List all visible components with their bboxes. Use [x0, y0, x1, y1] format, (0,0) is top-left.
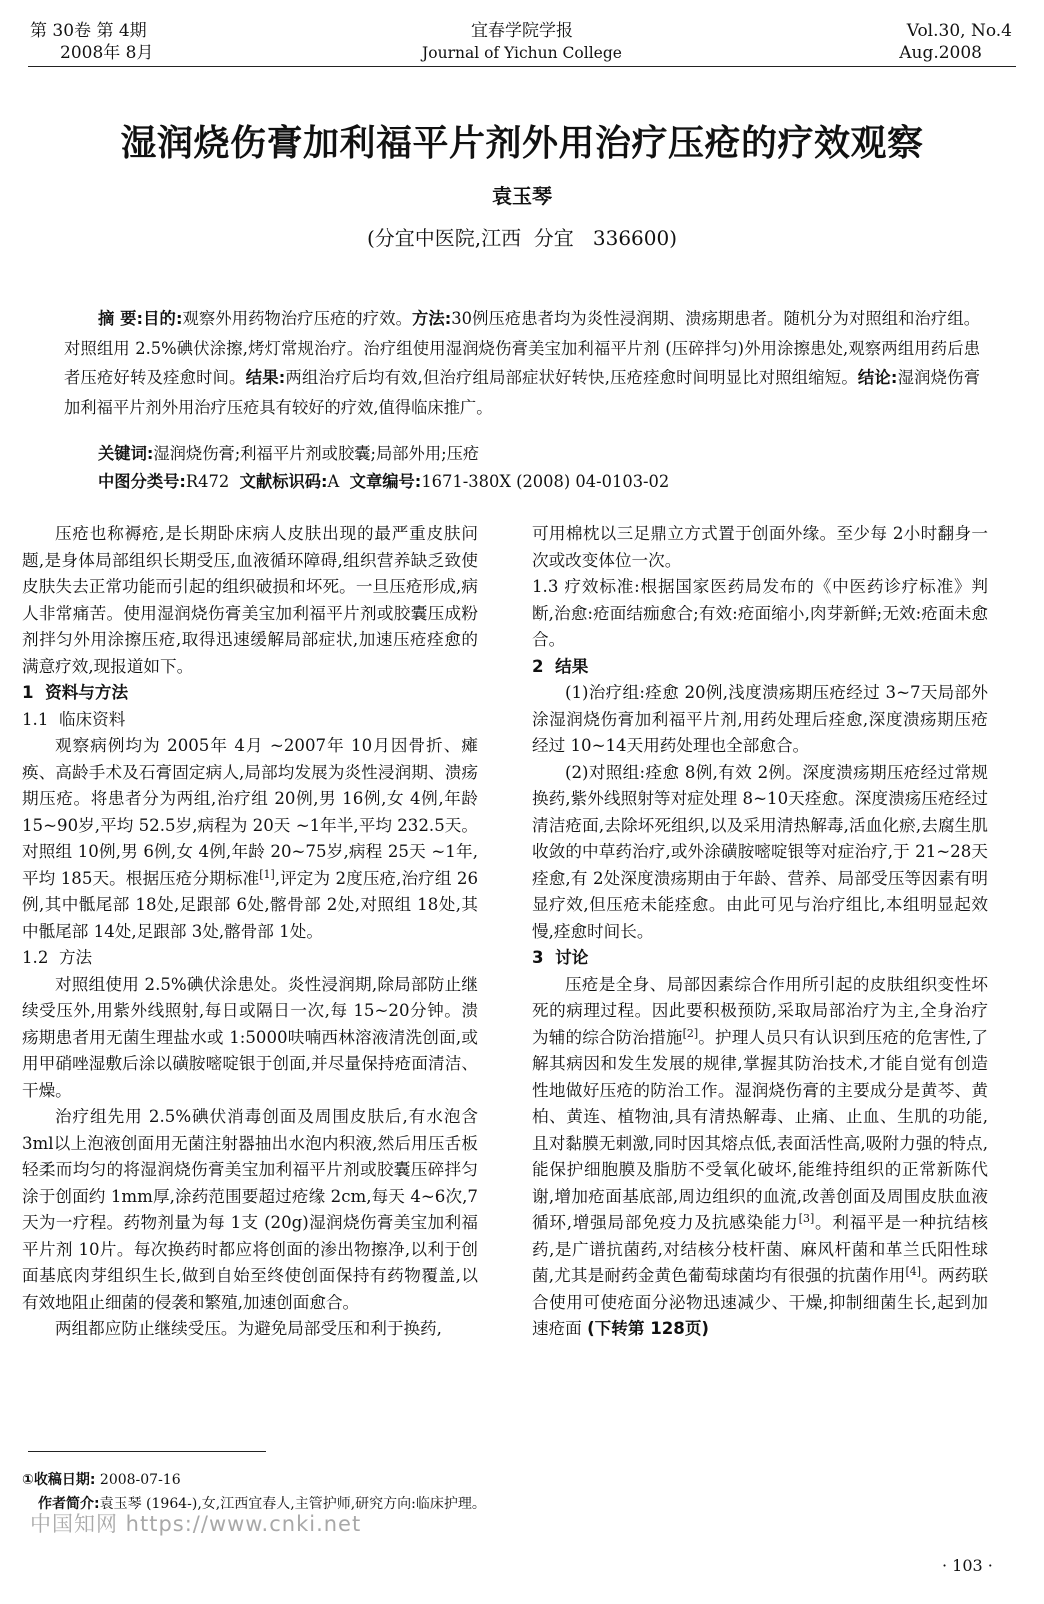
section-3-heading: 3 讨论 — [532, 948, 589, 967]
article-number-label: 文章编号: — [349, 472, 422, 491]
author-bio-label: 作者简介: — [38, 1496, 100, 1512]
doc-code-value: A — [327, 472, 340, 491]
keywords-text: 湿润烧伤膏;利福平片剂或胶囊;局部外用;压疮 — [153, 444, 480, 463]
paper-author: 袁玉琴 — [492, 184, 552, 208]
received-date: 2008-07-16 — [99, 1472, 181, 1488]
journal-issue-cn: 第 30卷 第 4期 — [30, 21, 147, 41]
abstract-objective: 观察外用药物治疗压疮的疗效。 — [182, 309, 412, 328]
intro-paragraph: 压疮也称褥疮,是长期卧床病人皮肤出现的最严重皮肤问题,是身体局部组织长期受压,血液循环障碍,组织营养缺乏致使皮肤失去正常功能而引起的组织破损和坏死。一旦压疮形成,病人非常痛苦。使用湿润烧伤膏美宝加利福平片剂或胶囊压成粉剂拌匀外用涂擦压疮,取得迅速缓解局部症状,加速压疮痊愈的满意疗效,现报道如下。 — [22, 524, 478, 676]
citation-ref-3: [3] — [798, 1212, 815, 1225]
body-right-column — [532, 521, 988, 1343]
abstract-objective-label: 目的: — [143, 309, 183, 328]
section-1-3-heading: 1.3 — [532, 577, 559, 596]
journal-name-cn: 宜春学院学报 — [471, 21, 573, 41]
doc-code-label: 文献标识码: — [239, 472, 328, 491]
discussion-text-b: 。护理人员只有认识到压疮的危害性,了解其病因和发生发展的规律,掌握其防治技术,才能自觉有创造性地做好压疮的防治工作。湿润烧伤膏的主要成分是黄芩、黄柏、黄连、植物油,具有清热解毒、止痛、止血、生肌的功能,且对黏膜无刺激,同时因其熔点低,表面活性高,吸附力强的特点,能保护细胞膜及脂肪不受氧化破坏,能维持组织的正常新陈代谢,增加疮面基底部,周边组织的血流,改善创面及周围皮肤血液循环,增强局部免疫力及抗感染能力 — [532, 1027, 988, 1232]
discussion-text-c: 。利福平是一种抗结核药,是广谱抗菌药,对结核分枝杆菌、麻风杆菌和革兰氏阳性球菌,尤其是耐药金黄色葡萄球菌均有很强的抗菌作用 — [532, 1213, 989, 1285]
cnki-watermark: 中国知网 https://www.cnki.net — [30, 1512, 362, 1536]
author-affiliation: (分宜中医院,江西 分宜 336600) — [366, 226, 678, 250]
clc-label: 中图分类号: — [98, 472, 186, 491]
section-2-heading: 2 结果 — [532, 656, 589, 676]
journal-name-en: Journal of Yichun College — [422, 44, 622, 62]
header-rule — [28, 66, 1016, 67]
journal-date-en: Aug.2008 — [899, 43, 982, 63]
paper-title: 湿润烧伤膏加利福平片剂外用治疗压疮的疗效观察 — [120, 122, 924, 164]
footnote-rule — [28, 1451, 266, 1452]
section-1-1-heading: 1.1 临床资料 — [22, 709, 126, 729]
clc-value: R472 — [185, 472, 230, 491]
abstract-conclusion-label: 结论: — [857, 368, 898, 387]
keywords — [98, 440, 978, 468]
keywords-label: 关键词: — [98, 444, 154, 463]
citation-ref-2: [2] — [682, 1026, 699, 1040]
abstract-conclusion: 湿润烧伤膏加利福平片剂外用治疗压疮具有较好的疗效,值得临床推广。 — [64, 368, 980, 417]
section-1-heading: 1 资料与方法 — [22, 683, 129, 702]
discussion-paragraph — [532, 972, 988, 1343]
abstract-methods-label: 方法: — [411, 309, 452, 328]
results-control-paragraph: (2)对照组:痊愈 8例,有效 2例。深度溃疡期压疮经过常规换药,紫外线照射等对症处理 8~10天痊愈。深度溃疡压疮经过清洁疮面,去除坏死组织,以及采用清热解毒,活血化瘀,去腐生肌收敛的中草药治疗,或外涂磺胺嘧啶银等对症治疗,于 21~28天痊愈,有 2处深度溃疡期由于年龄、营养、局部受压等因素有明显疗效,但压疮未能痊愈。由此可见与治疗组比,本组明显起效慢,痊愈时间长。 — [532, 762, 988, 941]
article-number-value: 1671-380X (2008) 04-0103-02 — [421, 472, 670, 491]
method-control-paragraph: 对照组使用 2.5%碘伏涂患处。炎性浸润期,除局部防止继续受压外,用紫外线照射,每日或隔日一次,每 15~20分钟。溃疡期患者用无菌生理盐水或 1:5000呋喃西林溶液清洗创面,或用甲硝唑湿敷后涂以磺胺嘧啶银于创面,并尽量保持疮面清洁、干燥。 — [22, 974, 478, 1100]
clinical-data-text-b: ,评定为 2度压疮,治疗组 26例,其中骶尾部 18处,足跟部 6处,髂骨部 2处,对照组 18处,其中骶尾部 14处,足跟部 3处,髂骨部 1处。 — [22, 868, 478, 941]
abstract-results: 两组治疗后均有效,但治疗组局部症状好转快,压疮痊愈时间明显比对照组缩短。 — [285, 368, 858, 387]
body-left-column — [22, 521, 478, 1343]
section-1-2-heading: 1.2 方法 — [22, 948, 93, 967]
page-number: · 103 · — [942, 1556, 993, 1575]
journal-date-cn: 2008年 8月 — [60, 43, 154, 63]
abstract — [64, 304, 980, 422]
author-bio-text: 袁玉琴 (1964-),女,江西宜春人,主管护师,研究方向:临床护理。 — [99, 1496, 486, 1512]
citation-ref-4: [4] — [905, 1265, 922, 1278]
results-treatment-paragraph: (1)治疗组:痊愈 20例,浅度溃疡期压疮经过 3~7天局部外涂湿润烧伤膏加利福平片剂,用药处理后痊愈,深度溃疡期压疮经过 10~14天用药处理也全部愈合。 — [532, 683, 988, 755]
continued-note: (下转第 128页) — [587, 1319, 710, 1338]
discussion-text-a: 压疮是全身、局部因素综合作用所引起的皮肤组织变性坏死的病理过程。因此要积极预防,采取局部治疗为主,全身治疗为辅的综合防治措施 — [532, 974, 988, 1047]
method-common-paragraph-end: 可用棉枕以三足鼎立方式置于创面外缘。至少每 2小时翻身一次或改变体位一次。 — [532, 524, 988, 570]
citation-ref-1: [1] — [259, 867, 275, 881]
method-common-paragraph-start: 两组都应防止继续受压。为避免局部受压和利于换药, — [55, 1319, 442, 1338]
method-treatment-paragraph: 治疗组先用 2.5%碘伏消毒创面及周围皮肤后,有水泡含 3ml以上泡液创面用无菌注射器抽出水泡内积液,然后用压舌板轻柔而均匀的将湿润烧伤膏美宝加利福平片剂或胶囊压碎拌匀涂于创面约 1mm厚,涂药范围要超过疮缘 2cm,每天 4~6次,7天为一疗程。药物剂量为每 1支 (20g)湿润烧伤膏美宝加利福平片剂 10片。每次换药时都应将创面的渗出物擦净,以利于创面基底肉芽组织生长,做到自始至终使创面保持有药物覆盖,以有效地阻止细菌的侵袭和繁殖,加速创面愈合。 — [22, 1107, 478, 1312]
journal-volume-en: Vol.30, No.4 — [906, 21, 1012, 41]
classification-line — [98, 468, 978, 496]
abstract-results-label: 结果: — [245, 368, 286, 387]
abstract-label: 摘 要: — [98, 309, 144, 328]
section-1-3-paragraph — [532, 574, 988, 654]
clinical-data-paragraph — [22, 733, 478, 945]
efficacy-criteria-text: 疗效标准:根据国家医药局发布的《中医药诊疗标准》判断,治愈:疮面结痂愈合;有效:疮面缩小,肉芽新鲜;无效:疮面未愈合。 — [532, 577, 989, 649]
received-label: ①收稿日期: — [22, 1472, 96, 1488]
footnote-received — [22, 1470, 1002, 1490]
clinical-data-text-a: 观察病例均为 2005年 4月 ~2007年 10月因骨折、瘫痪、高龄手术及石膏固定病人,局部均发展为炎性浸润期、溃疡期压疮。将患者分为两组,治疗组 20例,男 16例,女 4例,年龄 15~90岁,平均 52.5岁,病程为 20天 ~1年半,平均 232.5天。对照组 10例,男 6例,女 4例,年龄 20~75岁,病程 25天 ~1年,平均 185天。根据压疮分期标准 — [22, 736, 478, 888]
abstract-methods: 30例压疮患者均为炎性浸润期、溃疡期患者。随机分为对照组和治疗组。对照组用 2.5%碘伏涂擦,烤灯常规治疗。治疗组使用湿润烧伤膏美宝加利福平片剂 (压碎拌匀)外用涂擦患处,观察两组用药后患者压疮好转及痊愈时间。 — [64, 309, 980, 387]
discussion-text-d: 。两药联合使用可使疮面分泌物迅速减少、干燥,抑制细菌生长,起到加速疮面 — [532, 1266, 988, 1338]
